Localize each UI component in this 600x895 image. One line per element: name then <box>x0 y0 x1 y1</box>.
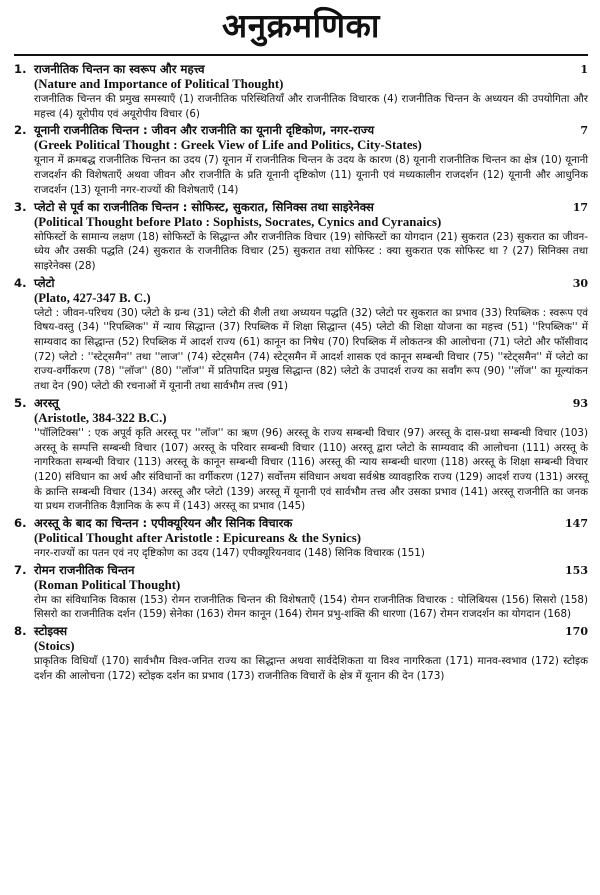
chapter-page-number: 1 <box>580 63 588 76</box>
chapter-entry[interactable] <box>14 200 588 274</box>
chapter-number: 7. <box>14 562 27 577</box>
chapter-page-number: 93 <box>572 396 588 410</box>
chapter-title: प्लेटो से पूर्व का राजनीतिक चिन्तन : सोफिस्ट, सुकरात, सिनिक्स तथा साइरेनेक्स <box>34 199 374 214</box>
chapter-heading <box>14 200 588 215</box>
chapter-heading <box>14 396 588 411</box>
chapter-english-title: (Roman Political Thought) <box>34 577 181 592</box>
chapter-title: प्लेटो <box>34 275 55 290</box>
chapter-heading <box>14 516 588 531</box>
chapter-number: 2. <box>14 123 27 138</box>
chapter-entry[interactable] <box>14 516 588 561</box>
chapter-number: 8. <box>14 624 27 639</box>
chapter-title: रोमन राजनीतिक चिन्तन <box>34 562 135 577</box>
chapter-topics: ''पॉलिटिक्स'' : एक अपूर्व कृति अरस्तू पर ''लॉज'' का ऋण (96) अरस्तू के राज्य सम्बन्धी विचार (97) अरस्तू के दास-प्रथा सम्बन्धी विचार (103) अरस्तू के सम्पत्ति सम्बन्धी विचार (107) अरस्तू के परिवार सम्बन्धी विचार (110) अरस्तू द्वारा प्लेटो के साम्यवाद की आलोचना (111) अरस्तू के नागरिकता सम्बन्धी विचार (113) अरस्तू के कानून सम्बन्धी विचार (116) अरस्तू की न्याय सम्बन्धी धारणा (118) अरस्तू के शिक्षा सम्बन्धी विचार (120) संविधान का अर्थ और संविधानों का वर्गीकरण (127) सर्वोत्तम संविधान अथवा सर्वश्रेष्ठ व्यावहारिक राज्य (129) आदर्श राज्य (131) अरस्तू के क्रान्ति सम्बन्धी विचार (134) अरस्तू और प्लेटो (139) अरस्तू में यूनानी एवं सार्वभौम तत्त्व और उसका प्रभाव (141) अरस्तू राजनीति का जनक या प्रथम राजनीतिक वैज्ञानिक के रूप में (143) अरस्तू का प्रभाव (145) <box>34 426 588 513</box>
chapter-entry[interactable] <box>14 563 588 622</box>
chapter-english-title: (Aristotle, 384-322 B.C.) <box>34 410 167 425</box>
chapter-english-title: (Greek Political Thought : Greek View of Life and Politics, City-States) <box>34 138 422 153</box>
chapter-number: 3. <box>14 199 27 214</box>
title-divider <box>14 54 588 56</box>
chapter-english-title: (Plato, 427-347 B. C.) <box>34 290 151 305</box>
chapter-topics: सोफिस्टों के सामान्य लक्षण (18) सोफिस्टों के सिद्धान्त और राजनीतिक विचार (19) सोफिस्टों का योगदान (21) सुकरात (23) सुकरात का जीवन-ध्येय और उसकी पद्धति (24) सुकरात के राजनीतिक विचार (25) सुकरात तथा सोफिस्ट : क्या सुकरात एक सोफिस्ट था ? (27) सिनिक्स तथा साइरेनेक्स (28) <box>34 230 588 272</box>
chapter-entry[interactable] <box>14 624 588 683</box>
chapter-entry[interactable] <box>14 62 588 121</box>
chapter-list <box>14 62 588 684</box>
chapter-page-number: 7 <box>580 124 588 138</box>
chapter-number: 6. <box>14 516 27 531</box>
chapter-title: अरस्तू <box>34 395 59 410</box>
chapter-number: 1. <box>14 62 27 76</box>
chapter-number: 4. <box>14 275 27 290</box>
chapter-heading <box>14 563 588 578</box>
chapter-entry[interactable] <box>14 276 588 394</box>
chapter-english-title: (Political Thought before Plato : Sophists, Socrates, Cynics and Cyranaics) <box>34 214 442 229</box>
chapter-topics: प्राकृतिक विधियाँ (170) सार्वभौम विश्व-जनित राज्य का सिद्धान्त अथवा सार्वदेशिकता या विश्व नागरिकता (171) मानव-स्वभाव (172) स्टोइक दर्शन की आलोचना (172) स्टोइक दर्शन का प्रभाव (173) राजनीतिक विचारों के क्षेत्र में यूनान की देन (173) <box>34 655 588 682</box>
chapter-heading <box>14 123 588 138</box>
chapter-entry[interactable] <box>14 396 588 514</box>
chapter-topics: नगर-राज्यों का पतन एवं नए दृष्टिकोण का उदय (147) एपीक्यूरियनवाद (148) सिनिक विचारक (151) <box>34 547 425 560</box>
chapter-english-title: (Nature and Importance of Political Thought) <box>34 77 284 91</box>
chapter-heading <box>14 62 588 77</box>
chapter-page-number: 30 <box>572 276 588 290</box>
chapter-page-number: 153 <box>565 563 588 577</box>
chapter-title: राजनीतिक चिन्तन का स्वरूप और महत्त्व <box>34 62 205 76</box>
chapter-topics: यूनान में क्रमबद्ध राजनीतिक चिन्तन का उदय (7) यूनान में राजनीतिक चिन्तन के उदय के कारण (8) यूनानी राजनीतिक चिन्तन का क्षेत्र (10) यूनानी राजदर्शन की विशेषताएँ अथवा जीवन और राजनीति के प्रति यूनानी दृष्टिकोण (11) यूनानी एवं मध्यकालीन राजदर्शन (12) यूनानी और आधुनिक राजदर्शन (13) यूनानी नगर-राज्यों की विशेषताएँ (14) <box>34 154 588 196</box>
chapter-english-title: (Stoics) <box>34 639 75 654</box>
chapter-english-title: (Political Thought after Aristotle : Epicureans & the Synics) <box>34 531 362 546</box>
chapter-heading <box>14 276 588 291</box>
chapter-title: स्टोइक्स <box>34 624 68 639</box>
chapter-topics: प्लेटो : जीवन-परिचय (30) प्लेटो के ग्रन्थ (31) प्लेटो की शैली तथा अध्ययन पद्धति (32) प्लेटो पर सुकरात का प्रभाव (33) रिपब्लिक : स्वरूप एवं विषय-वस्तु (34) ''रिपब्लिक'' में न्याय सिद्धान्त (37) रिपब्लिक में शिक्षा सिद्धान्त (45) प्लेटो की शिक्षा योजना का महत्त्व (51) ''रिपब्लिक'' में साम्यवाद का सिद्धान्त (52) रिपब्लिक में आदर्श राज्य (61) कानून का निषेध (70) रिपब्लिक में लोकतन्त्र की आलोचना (71) प्लेटो और फॉसीवाद (72) प्लेटो : ''स्टेट्समैन'' तथा ''लाज'' (74) स्टेट्समैन (74) स्टेट्समैन में आदर्श शासक एवं कानून सम्बन्धी विचार (75) ''स्टेट्समैन'' में प्लेटो का राज्य-वर्गीकरण (78) ''लॉज'' (80) ''लॉज'' में प्रतिपादित प्रमुख सिद्धान्त (82) प्लेटो के उपादर्श राज्य का सर्वांग रूप (90) ''लॉज'' का मूल्यांकन तथा देन (90) प्लेटो की रचनाओं में यूनानी तथा सार्वभौम तत्त्व (91) <box>34 306 588 393</box>
chapter-title: यूनानी राजनीतिक चिन्तन : जीवन और राजनीति का यूनानी दृष्टिकोण, नगर-राज्य <box>34 123 375 138</box>
chapter-title: अरस्तू के बाद का चिन्तन : एपीक्यूरियन और सिनिक विचारक <box>34 516 293 531</box>
page-title: अनुक्रमणिका <box>222 6 380 45</box>
chapter-number: 5. <box>14 395 27 410</box>
chapter-page-number: 147 <box>565 517 588 531</box>
chapter-topics: राजनीतिक चिन्तन की प्रमुख समस्याएँ (1) राजनीतिक परिस्थितियाँ और राजनीतिक विचारक (4) राजनीतिक चिन्तन के अध्ययन की उपयोगिता और महत्त्व (4) यूरोपीय एवं अयूरोपीय विचार (6) <box>34 93 588 120</box>
chapter-entry[interactable] <box>14 123 588 197</box>
chapter-page-number: 170 <box>565 625 588 639</box>
chapter-heading <box>14 624 588 639</box>
chapter-topics: रोम का संविधानिक विकास (153) रोमन राजनीतिक चिन्तन की विशेषताएँ (154) रोमन राजनीतिक विचारक : पोलिबियस (156) सिसरो (158) सिसरो का राजनीतिक दर्शन (159) सेनेका (163) रोमन कानून (164) रोमन प्रभु-शक्ति की धारणा (167) रोमन राजदर्शन का योगदान (168) <box>34 593 588 621</box>
chapter-page-number: 17 <box>572 200 588 214</box>
